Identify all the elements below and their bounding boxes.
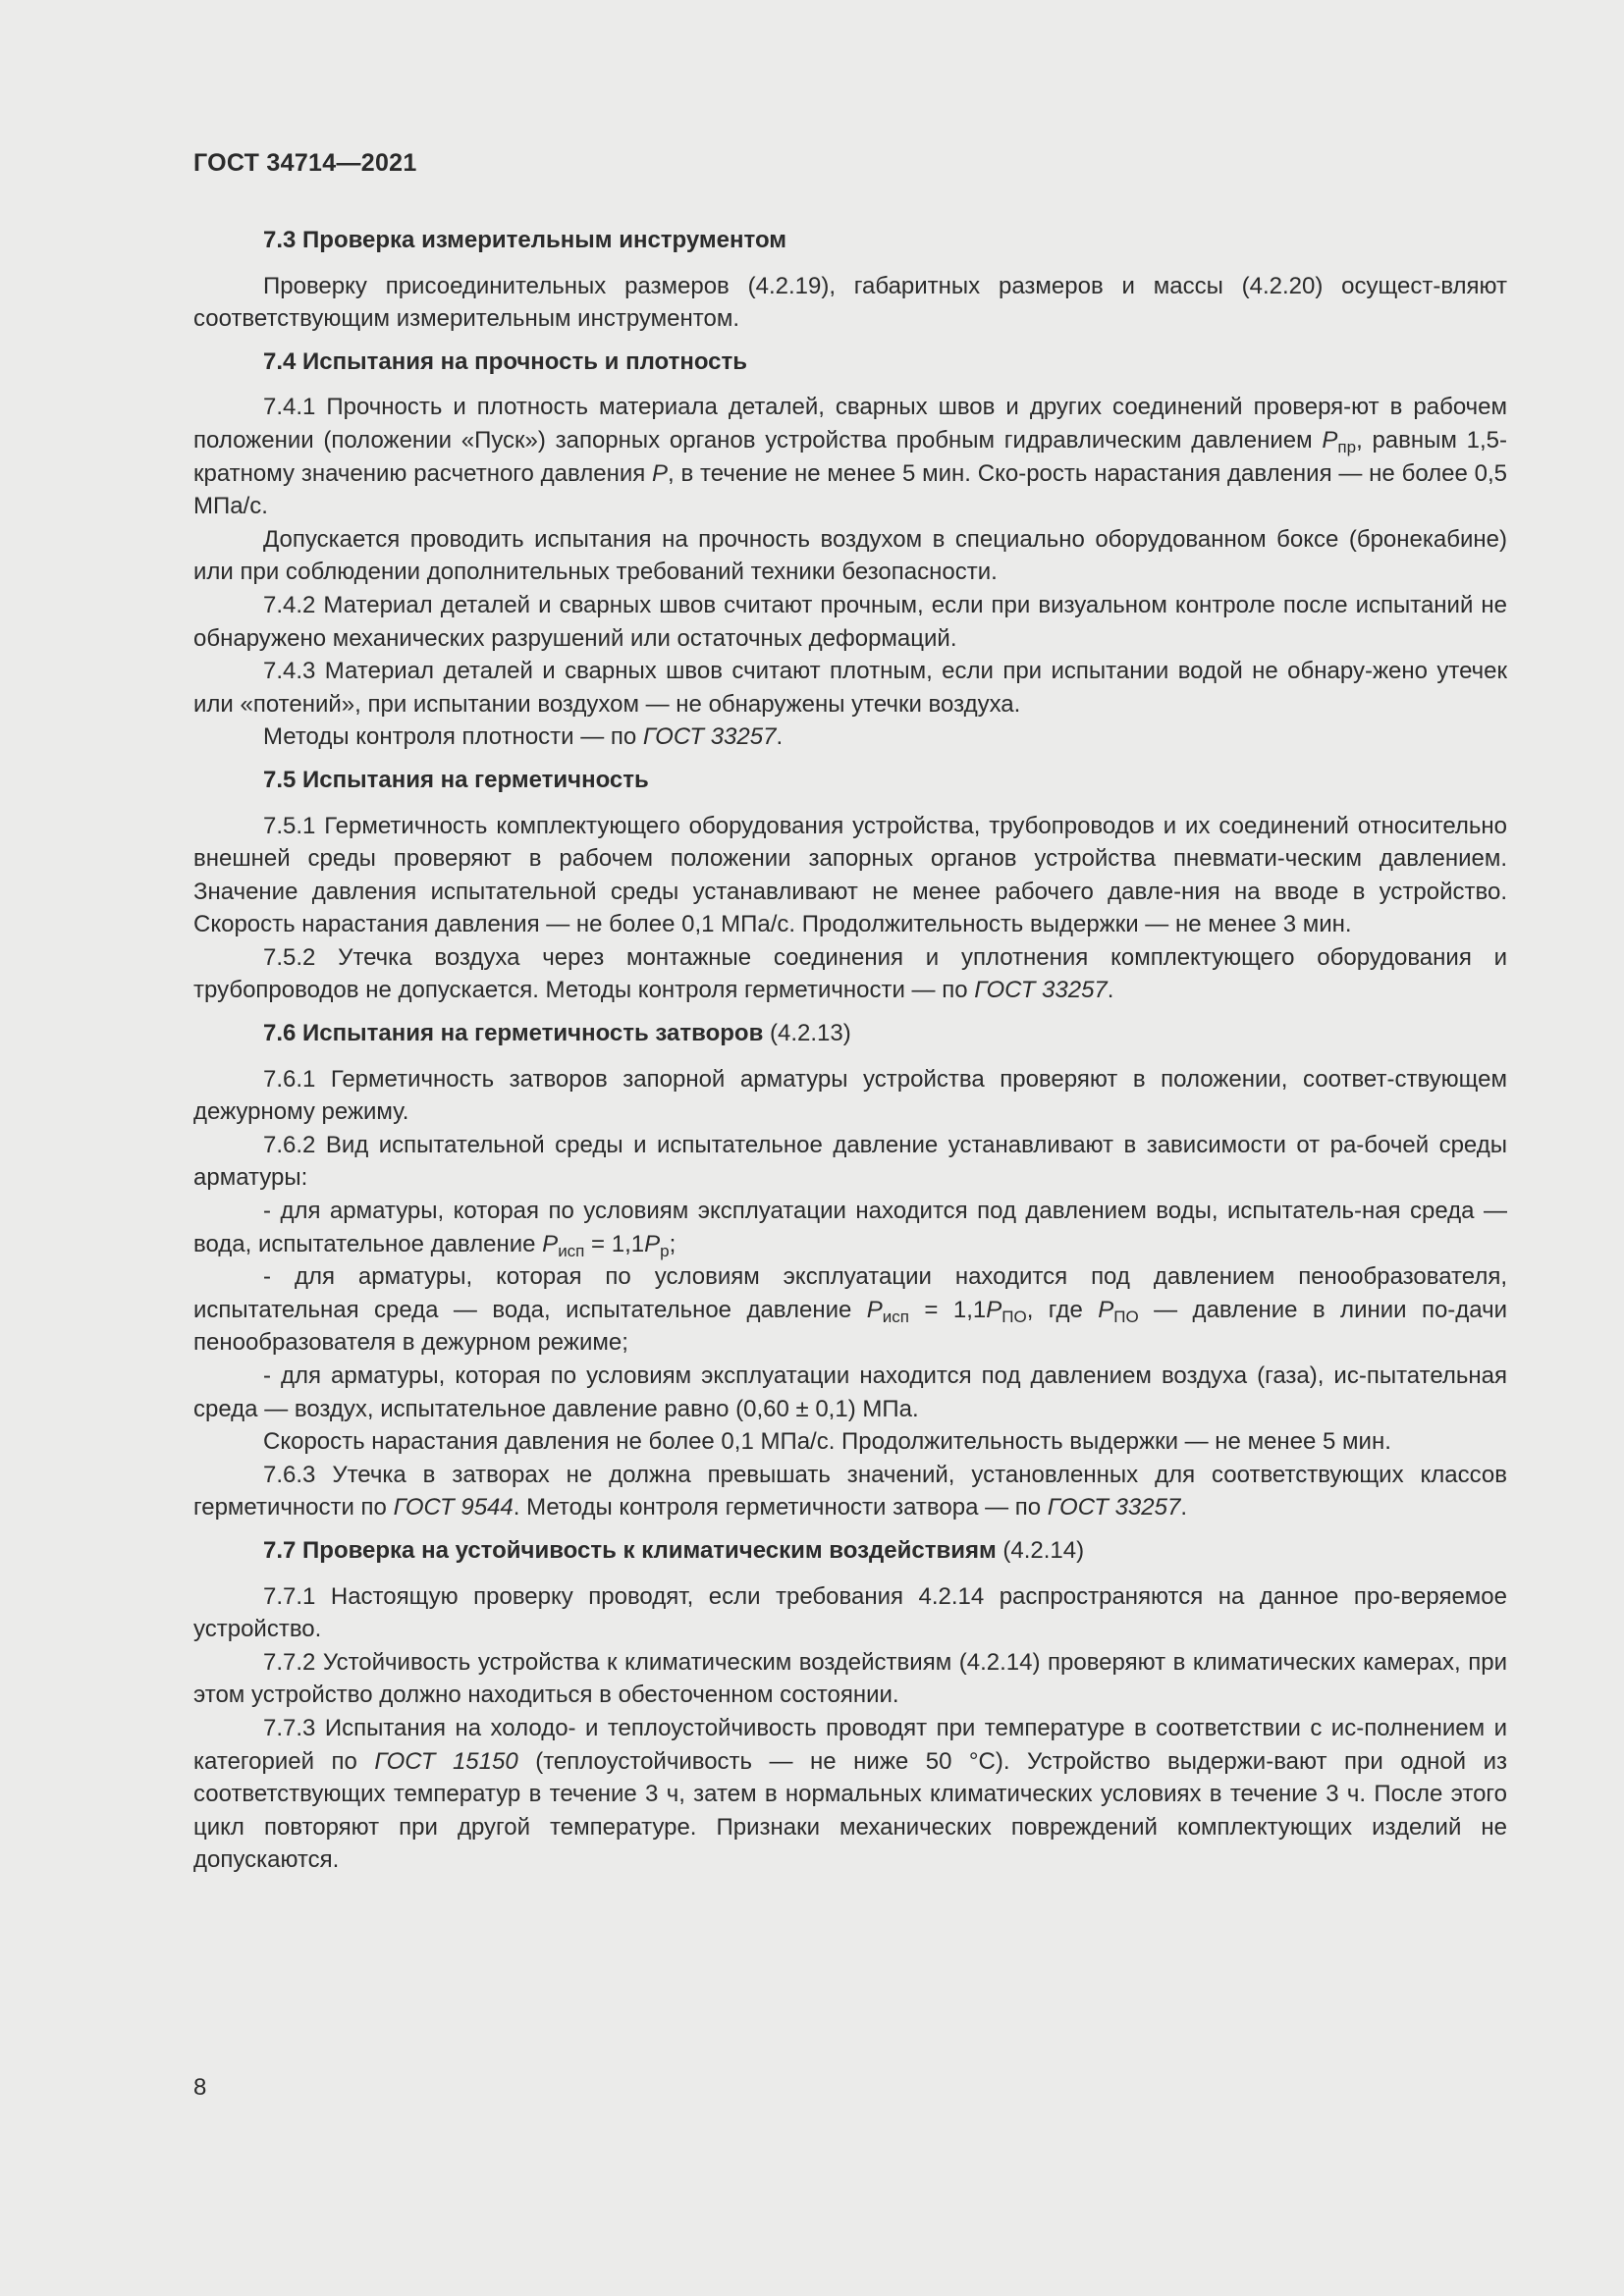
text-run: 7.6.3 Утечка в затворах не должна превышать значений, установленных для соответствующих классов герметичности по [193,1461,1507,1522]
text-run: , в течение не менее 5 мин. Ско-рость нарастания давления — не более 0,5 МПа/с. [193,459,1507,520]
text-run: (теплоустойчивость — не ниже 50 °С). Устройство выдержи-вают при одной из соответствующих температур в течение 3 ч, затем в нормальных климатических условиях в течение 3 ч. После этого цикл повторяют при другой температуре. Признаки механических повреждений комплектующих изделий не допускаются. [193,1747,1507,1874]
paragraph-7-7-1: 7.7.1 Настоящую проверку проводят, если требования 4.2.14 распространяются на данное про-веряемое устройство. [193,1582,1507,1643]
paragraph-7-7-3 [193,1712,1507,1877]
section-7-5-title: 7.5 Испытания на герметичность [263,766,649,793]
text-run: ; [669,1230,677,1257]
paragraph-7-4-1-note: Допускается проводить испытания на прочность воздухом в специально оборудованном боксе (бронекабине) или при соблюдении дополнительных требований техники безопасности. [193,525,1507,586]
variable-p: P [1322,426,1338,454]
subscript: исп [882,1307,909,1326]
text-run: - для арматуры, которая по условиям эксплуатации находится под давлением пенообразователя, испытательная среда — вода, испытательное давление [193,1263,1507,1323]
subscript: ПО [1001,1307,1027,1326]
subscript: исп [558,1241,585,1260]
paragraph-7-4-3: 7.4.3 Материал деталей и сварных швов считают плотным, если при испытании водой не обнару-жено утечек или «потений», при испытании воздухом — не обнаружены утечки воздуха. [193,658,1507,718]
text-run: = 1,1 [584,1230,645,1257]
section-7-3-title: 7.3 Проверка измерительным инструментом [263,227,787,253]
section-7-7-ref: (4.2.14) [996,1536,1085,1564]
list-item-foam [193,1260,1507,1360]
list-item-water [193,1195,1507,1260]
standard-reference: ГОСТ 33257 [642,723,777,751]
section-7-6-title: 7.6 Испытания на герметичность затворов [263,1020,764,1047]
text-run: . Методы контроля герметичности затвора — по [513,1494,1048,1522]
section-7-6-heading [193,1017,1507,1050]
text-run: 7.4.1 Прочность и плотность материала деталей, сварных швов и других соединений проверя-ют в рабочем положении (положении «Пуск») запорных органов устройства пробным гидравлическим давлением [193,394,1507,454]
variable-p: P [652,459,669,487]
standard-reference: ГОСТ 15150 [374,1747,518,1775]
document-body [193,224,1507,1877]
subscript: пр [1337,437,1357,456]
list-item-air: - для арматуры, которая по условиям эксплуатации находится под давлением воздуха (газа), ис-пытательная среда — воздух, испытательное давление равно (0,60 ± 0,1) МПа. [193,1362,1507,1422]
text-run: = 1,1 [909,1296,987,1323]
document-header: ГОСТ 34714—2021 [193,149,417,177]
paragraph-7-6-1: 7.6.1 Герметичность затворов запорной арматуры устройства проверяют в положении, соответ-ствующем дежурному режиму. [193,1065,1507,1126]
section-7-7-heading [193,1534,1507,1568]
paragraph-7-4-methods [193,721,1507,754]
text-run: . [776,723,784,751]
paragraph-7-7-2: 7.7.2 Устойчивость устройства к климатическим воздействиям (4.2.14) проверяют в климатических камерах, при этом устройство должно находиться в обесточенном состоянии. [193,1648,1507,1709]
text-run: Методы контроля плотности — по [263,723,643,751]
section-7-4-heading [193,346,1507,379]
variable-p: P [542,1230,559,1257]
section-7-6-ref: (4.2.13) [763,1020,851,1047]
paragraph-7-6-rate: Скорость нарастания давления не более 0,1 МПа/с. Продолжительность выдержки — не менее 5 мин. [263,1428,1391,1456]
variable-p: P [986,1296,1002,1323]
section-7-7-title: 7.7 Проверка на устойчивость к климатическим воздействиям [263,1536,997,1564]
paragraph-7-6-3 [193,1459,1507,1524]
subscript: р [660,1241,670,1260]
variable-p: P [866,1296,883,1323]
variable-p: P [644,1230,661,1257]
standard-reference: ГОСТ 33257 [1047,1494,1181,1522]
paragraph-7-6-2: 7.6.2 Вид испытательной среды и испытательное давление устанавливают в зависимости от ра-бочей среды арматуры: [193,1131,1507,1192]
paragraph-7-4-1 [193,391,1507,522]
text-run: 7.7.3 Испытания на холодо- и теплоустойчивость проводят при температуре в соответствии с ис-полнением и категорией по [193,1714,1507,1775]
standard-reference: ГОСТ 9544 [393,1494,514,1522]
variable-p: P [1098,1296,1114,1323]
standard-reference: ГОСТ 33257 [974,977,1108,1004]
page-number: 8 [193,2074,207,2101]
paragraph-7-3: Проверку присоединительных размеров (4.2.19), габаритных размеров и массы (4.2.20) осущест-вляют соответствующим измерительным инструментом. [193,272,1507,333]
text-run: 7.5.2 Утечка воздуха через монтажные соединения и уплотнения комплектующего оборудования и трубопроводов не допускается. Методы контроля герметичности — по [193,943,1507,1004]
section-7-5-heading [193,764,1507,797]
text-run: — давление в линии по-дачи пенообразователя в дежурном режиме; [193,1296,1508,1357]
text-run: . [1180,1494,1187,1522]
subscript: ПО [1113,1307,1139,1326]
paragraph-7-5-2 [193,941,1507,1007]
text-run: , где [1026,1296,1099,1323]
text-run: . [1107,977,1114,1004]
paragraph-7-5-1: 7.5.1 Герметичность комплектующего оборудования устройства, трубопроводов и их соединений относительно внешней среды проверяют в рабочем положении запорных органов устройства пневмати-ческим давлением. Значение давления испытательной среды устанавливают не менее рабочего давле-ния на вводе в устройство. Скорость нарастания давления — не более 0,1 МПа/с. Продолжительность выдержки — не менее 3 мин. [193,812,1507,938]
section-7-3-heading [193,224,1507,257]
text-run: , равным 1,5-кратному значению расчетного давления [193,426,1507,487]
text-run: - для арматуры, которая по условиям эксплуатации находится под давлением воды, испытатель-ная среда — вода, испытательное давление [193,1198,1507,1257]
paragraph-7-4-2: 7.4.2 Материал деталей и сварных швов считают прочным, если при визуальном контроле после испытаний не обнаружено механических разрушений или остаточных деформаций. [193,591,1507,652]
section-7-4-title: 7.4 Испытания на прочность и плотность [263,347,748,375]
